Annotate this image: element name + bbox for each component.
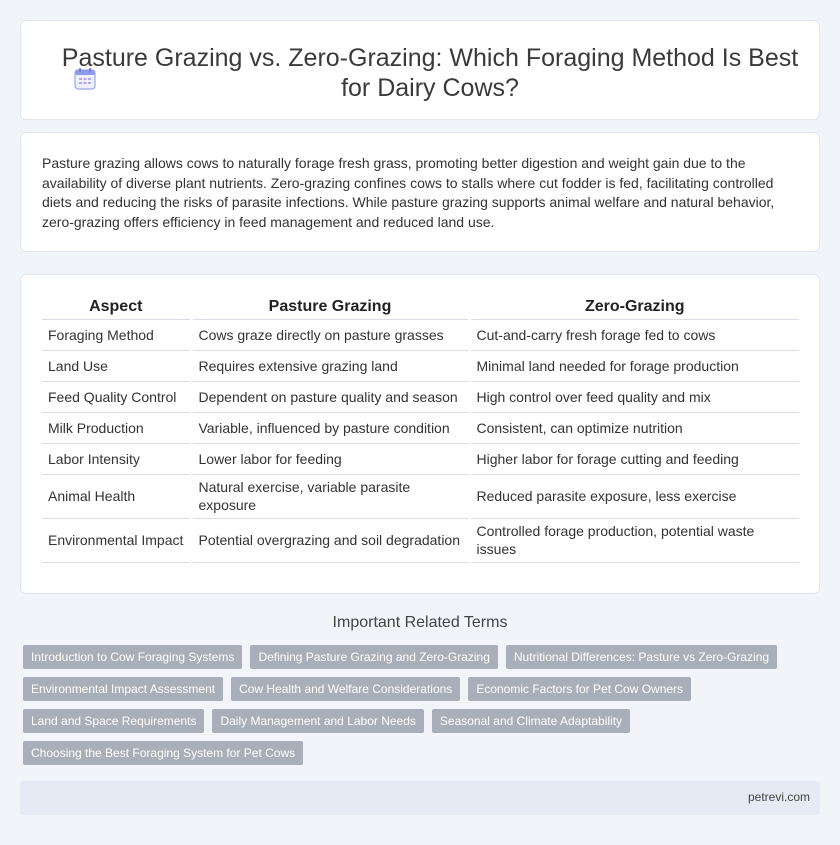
related-term-tag[interactable]: Daily Management and Labor Needs <box>212 709 423 733</box>
row-zero-value: Reduced parasite exposure, less exercise <box>469 474 799 518</box>
row-aspect: Foraging Method <box>42 319 191 350</box>
table-header-row <box>42 296 799 319</box>
title-card <box>20 20 820 120</box>
related-term-tag[interactable]: Land and Space Requirements <box>23 709 204 733</box>
related-term-tag[interactable]: Defining Pasture Grazing and Zero-Grazing <box>250 645 497 669</box>
row-pasture-value: Natural exercise, variable parasite exposure <box>191 474 469 518</box>
row-aspect: Labor Intensity <box>42 443 191 474</box>
related-term-tag[interactable]: Seasonal and Climate Adaptability <box>432 709 630 733</box>
row-pasture-value: Requires extensive grazing land <box>191 350 469 381</box>
row-zero-value: Controlled forage production, potential waste issues <box>469 518 799 562</box>
header-aspect: Aspect <box>42 296 191 319</box>
row-zero-value: Cut-and-carry fresh forage fed to cows <box>469 319 799 350</box>
row-zero-value: Minimal land needed for forage production <box>469 350 799 381</box>
related-terms-heading: Important Related Terms <box>332 614 508 631</box>
comparison-table <box>42 296 799 563</box>
row-aspect: Land Use <box>42 350 191 381</box>
table-row <box>42 412 799 443</box>
row-aspect: Milk Production <box>42 412 191 443</box>
intro-paragraph: Pasture grazing allows cows to naturally forage fresh grass, promoting better digestion and weight gain due to the availability of diverse plant nutrients. Zero-grazing confines cows to stalls where cut fodder is fed, facilitating controlled diets and reducing the risks of parasite infections. While pasture grazing supports animal welfare and natural behavior, zero-grazing offers efficiency in feed management and reduced land use. <box>42 155 775 230</box>
row-pasture-value: Potential overgrazing and soil degradation <box>191 518 469 562</box>
table-row <box>42 350 799 381</box>
footer-site-link[interactable]: petrevi.com <box>747 790 810 804</box>
row-aspect: Environmental Impact <box>42 518 191 562</box>
header-zero-grazing: Zero-Grazing <box>469 296 799 319</box>
related-term-tag[interactable]: Environmental Impact Assessment <box>23 677 223 701</box>
row-pasture-value: Variable, influenced by pasture condition <box>191 412 469 443</box>
table-row <box>42 474 799 518</box>
related-term-tag[interactable]: Cow Health and Welfare Considerations <box>231 677 460 701</box>
related-term-tag[interactable]: Nutritional Differences: Pasture vs Zero-Grazing <box>506 645 777 669</box>
table-row <box>42 443 799 474</box>
row-aspect: Feed Quality Control <box>42 381 191 412</box>
row-pasture-value: Cows graze directly on pasture grasses <box>191 319 469 350</box>
related-terms-list <box>23 645 813 765</box>
table-row <box>42 319 799 350</box>
row-aspect: Animal Health <box>42 474 191 518</box>
header-pasture-grazing: Pasture Grazing <box>191 296 469 319</box>
row-zero-value: Consistent, can optimize nutrition <box>469 412 799 443</box>
related-term-tag[interactable]: Introduction to Cow Foraging Systems <box>23 645 242 669</box>
related-term-tag[interactable]: Economic Factors for Pet Cow Owners <box>468 677 691 701</box>
table-row <box>42 381 799 412</box>
row-zero-value: Higher labor for forage cutting and feeding <box>469 443 799 474</box>
comparison-card <box>20 274 820 594</box>
row-pasture-value: Lower labor for feeding <box>191 443 469 474</box>
row-pasture-value: Dependent on pasture quality and season <box>191 381 469 412</box>
page-title: Pasture Grazing vs. Zero-Grazing: Which Foraging Method Is Best for Dairy Cows? <box>61 44 799 102</box>
row-zero-value: High control over feed quality and mix <box>469 381 799 412</box>
related-term-tag[interactable]: Choosing the Best Foraging System for Pet Cows <box>23 741 303 765</box>
intro-card <box>20 132 820 252</box>
footer <box>20 781 820 815</box>
table-row <box>42 518 799 562</box>
